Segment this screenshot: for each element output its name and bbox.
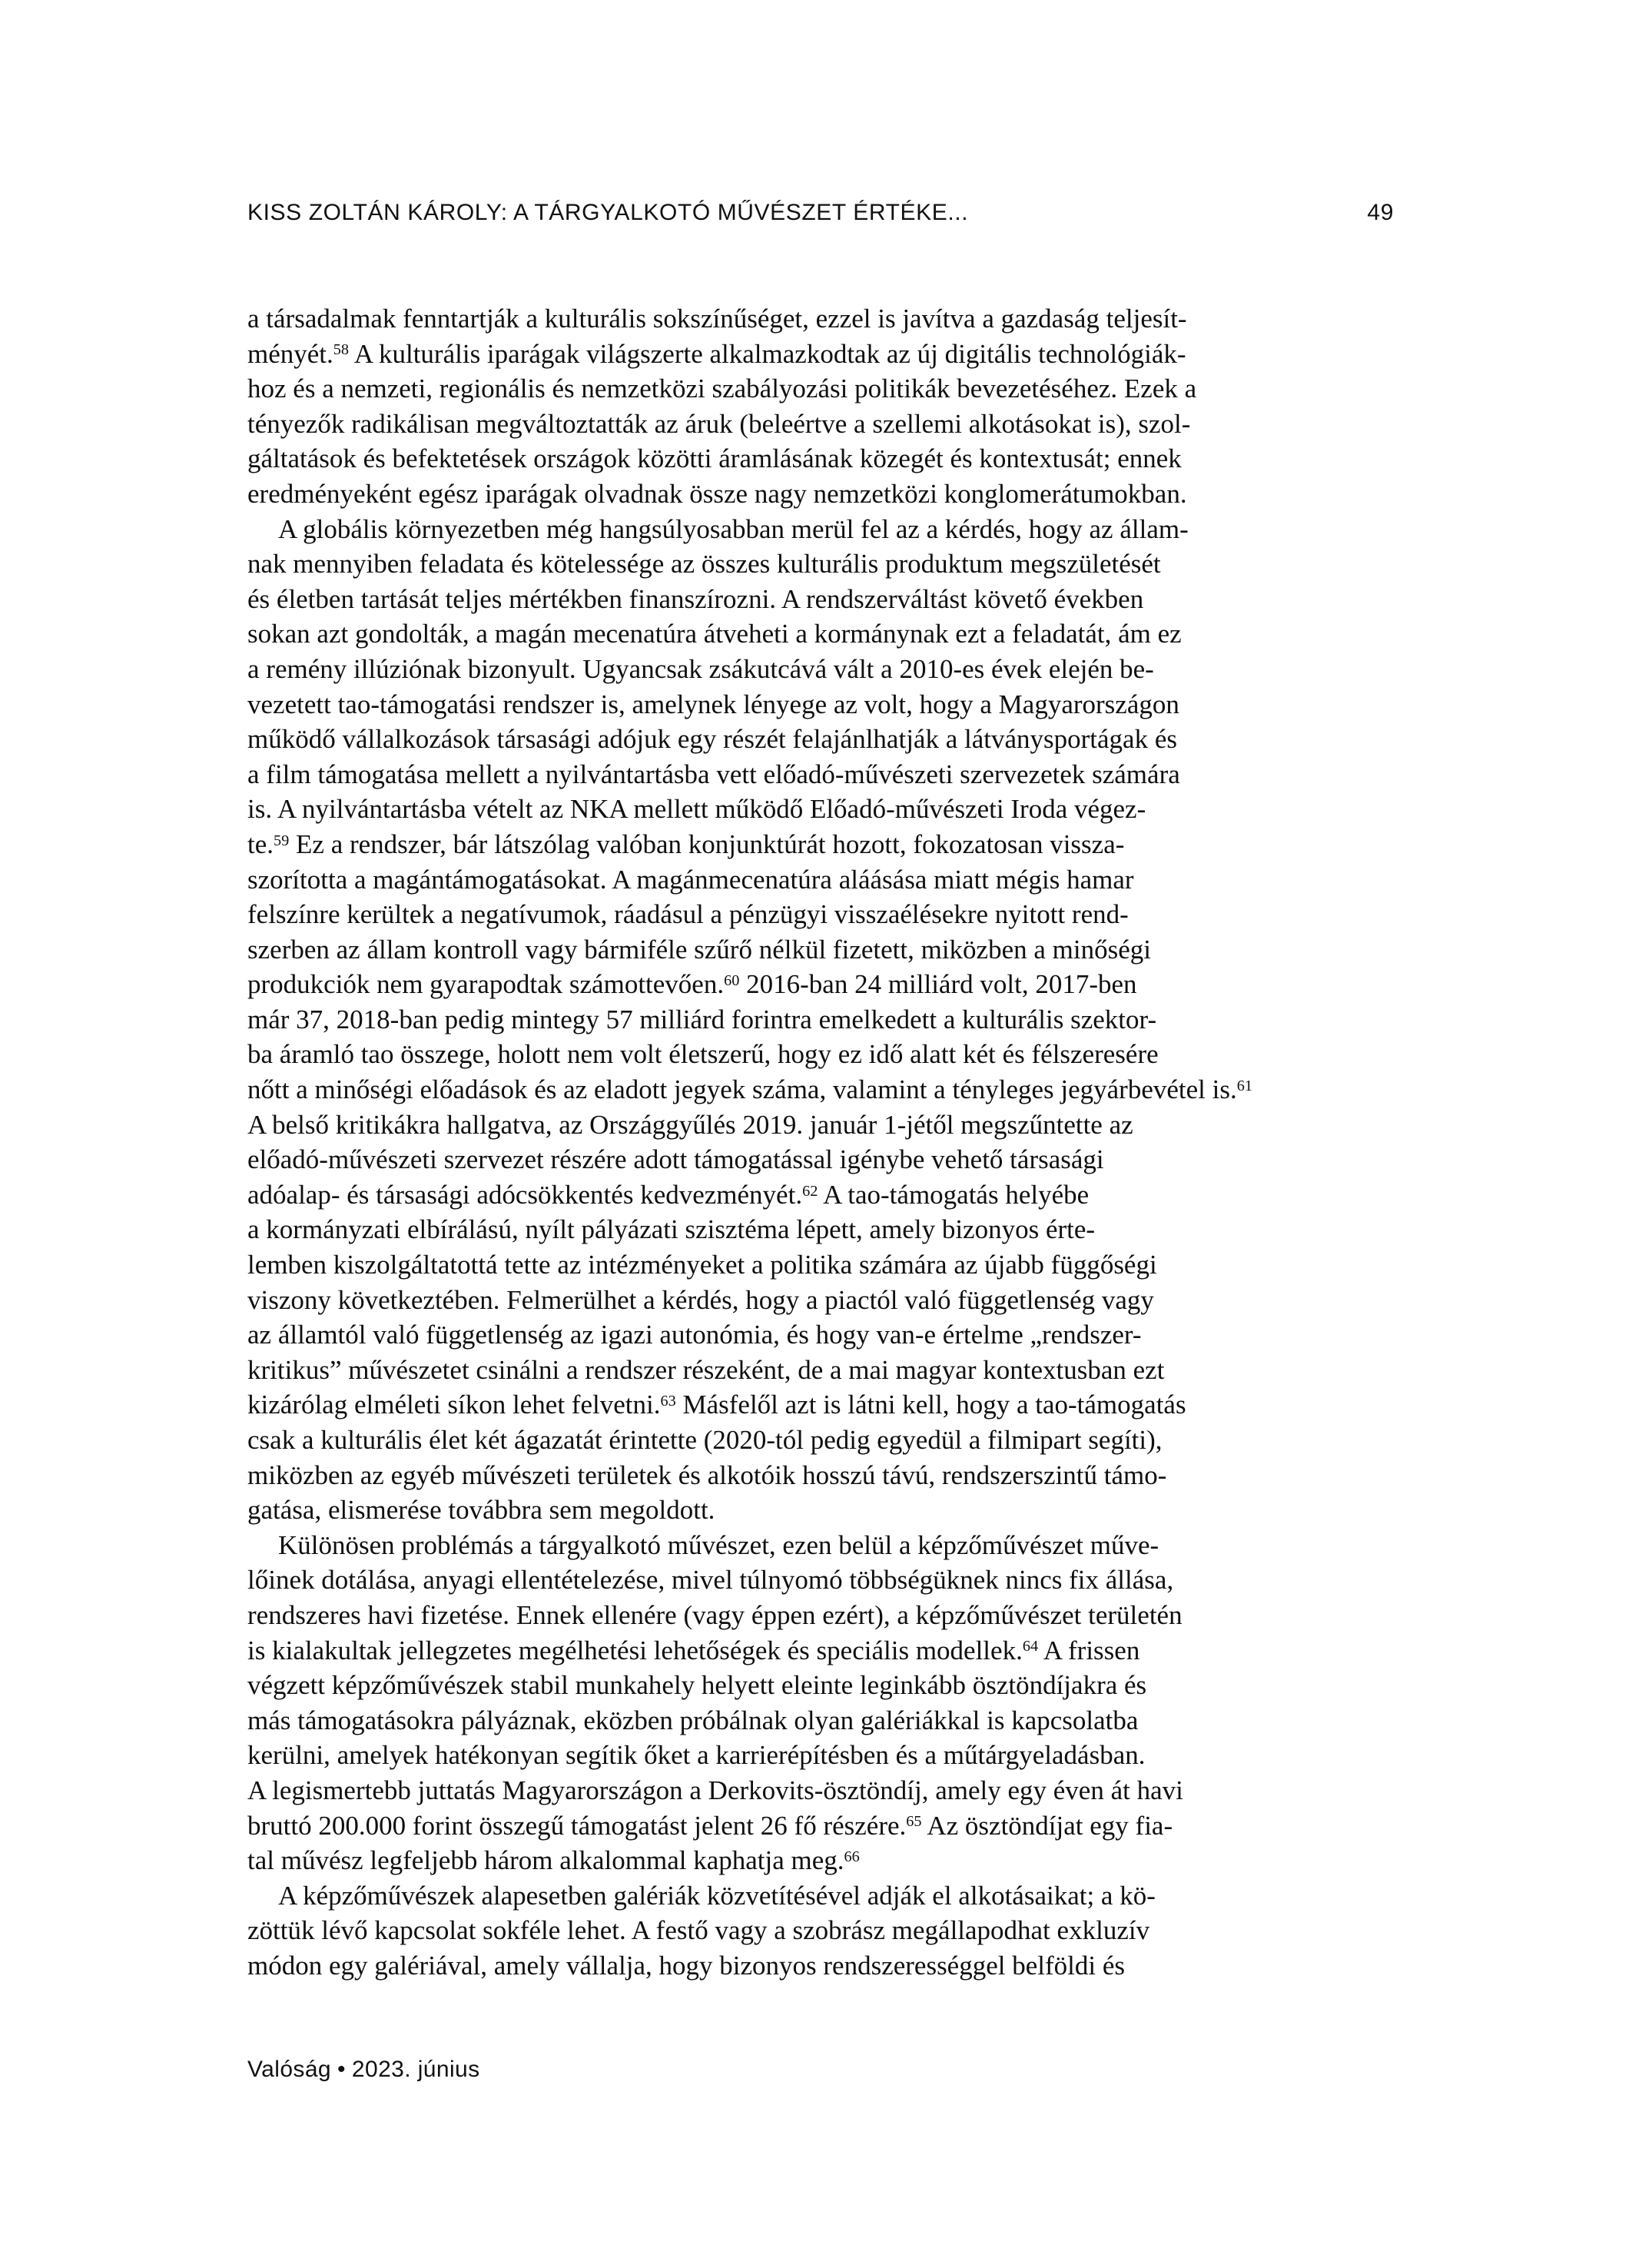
text-line: az államtól való függetlenség az igazi autonómia, és hogy van-e értelme „rendszer- xyxy=(247,1320,1142,1350)
footnote-ref: 59 xyxy=(274,832,290,849)
running-head xyxy=(247,200,1394,226)
text-line: a kormányzati elbírálású, nyílt pályázati szisztéma lépett, amely bizonyos érte- xyxy=(247,1214,1096,1245)
bullet-separator: • xyxy=(337,2057,346,2082)
text-line: ba áramló tao összege, holott nem volt életszerű, hogy ez idő alatt két és félszeresére xyxy=(247,1039,1159,1070)
text-line: szerben az állam kontroll vagy bármiféle szűrő nélkül fizetett, miközben a minőségi xyxy=(247,934,1151,965)
text-line: csak a kulturális élet két ágazatát érintette (2020-tól pedig egyedül a filmipart segíti), xyxy=(247,1425,1163,1455)
footnote-ref: 58 xyxy=(333,341,350,359)
article-body xyxy=(247,301,1394,1984)
text-line: a film támogatása mellett a nyilvántartásba vett előadó-művészeti szervezetek számára xyxy=(247,759,1180,789)
text-line: a társadalmak fenntartják a kulturális sokszínűséget, ezzel is javítva a gazdaság teljesít- xyxy=(247,304,1187,334)
footnote-ref: 65 xyxy=(906,1813,922,1831)
text-line: A legismertebb juttatás Magyarországon a Derkovits-ösztöndíj, amely egy éven át havi xyxy=(247,1775,1183,1805)
text-line: A globális környezetben még hangsúlyosabban merül fel az a kérdés, hogy az állam- xyxy=(278,513,1189,544)
text-line: is. A nyilvántartásba vételt az NKA mellett működő Előadó-művészeti Iroda végez- xyxy=(247,794,1146,825)
text-line: gatása, elismerése továbbra sem megoldott. xyxy=(247,1495,715,1526)
footnote-ref: 60 xyxy=(724,972,740,990)
text-line: sokan azt gondolták, a magán mecenatúra átveheti a kormánynak ezt a feladatát, ám ez xyxy=(247,619,1182,649)
text-line: is kialakultak jellegzetes megélhetési lehetőségek és speciális modellek.$^{64}$ A frissen xyxy=(247,1635,1140,1665)
text-line: zöttük lévő kapcsolat sokféle lehet. A festő vagy a szobrász megállapodhat exkluzív xyxy=(247,1915,1150,1946)
text-line: a remény illúziónak bizonyult. Ugyancsak zsákutcává vált a 2010-es évek elején be- xyxy=(247,653,1154,684)
text-line: tényezők radikálisan megváltoztatták az áruk (beleértve a szellemi alkotásokat is), szol- xyxy=(247,408,1191,439)
text-line: felszínre kerültek a negatívumok, ráadásul a pénzügyi visszaélésekre nyitott rend- xyxy=(247,899,1129,930)
text-line: működő vállalkozások társasági adójuk egy részét felajánlhatják a látványsportágak és xyxy=(247,724,1177,755)
text-line: A képzőművészek alapesetben galériák közvetítésével adják el alkotásaikat; a kö- xyxy=(278,1880,1156,1911)
text-line: viszony következtében. Felmerülhet a kérdés, hogy a piactól való függetlenség vagy xyxy=(247,1284,1154,1315)
text-line: eredményeként egész iparágak olvadnak össze nagy nemzetközi konglomerátumokban. xyxy=(247,478,1187,509)
text-line: és életben tartását teljes mértékben finanszírozni. A rendszerváltást követő években xyxy=(247,583,1144,614)
footnote-ref: 63 xyxy=(660,1393,676,1410)
text-line: adóalap- és társasági adócsökkentés kedvezményét.$^{62}$ A tao-támogatás helyébe xyxy=(247,1179,1090,1210)
text-line: nőtt a minőségi előadások és az eladott jegyek száma, valamint a tényleges jegyárbevétel is.$^{61}$ xyxy=(247,1074,1253,1105)
text-line: módon egy galériával, amely vállalja, hogy bizonyos rendszerességgel belföldi és xyxy=(247,1950,1125,1981)
text-line: lőinek dotálása, anyagi ellentételezése, mivel túlnyomó többségüknek nincs fix állása, xyxy=(247,1565,1174,1596)
text-line: hoz és a nemzeti, regionális és nemzetközi szabályozási politikák bevezetéséhez. Ezek a xyxy=(247,374,1197,404)
text-line: te.$^{59}$ Ez a rendszer, bár látszólag valóban konjunktúrát hozott, fokozatosan vissza- xyxy=(247,829,1125,859)
footnote-ref: 64 xyxy=(1022,1638,1039,1655)
text-line: lemben kiszolgáltatottá tette az intézményeket a politika számára az újabb függőségi xyxy=(247,1250,1157,1280)
text-line: más támogatásokra pályáznak, eközben próbálnak olyan galériákkal is kapcsolatba xyxy=(247,1705,1139,1735)
page-footer xyxy=(247,2057,480,2083)
text-line: szorította a magántámogatásokat. A magánmecenatúra aláásása miatt mégis hamar xyxy=(247,864,1134,895)
text-line: kizárólag elméleti síkon lehet felvetni.$^{63}$ Másfelől azt is látni kell, hogy a tao-támogatás xyxy=(247,1390,1186,1420)
text-line: már 37, 2018-ban pedig mintegy 57 milliárd forintra emelkedett a kulturális szektor- xyxy=(247,1004,1157,1034)
journal-name: Valóság xyxy=(247,2057,331,2082)
text-line: vezetett tao-támogatási rendszer is, amelynek lényege az volt, hogy a Magyarországon xyxy=(247,689,1179,719)
footnote-ref: 66 xyxy=(844,1848,860,1865)
text-line: rendszeres havi fizetése. Ennek ellenére (vagy éppen ezért), a képzőművészet területén xyxy=(247,1599,1183,1630)
running-head-title: KISS ZOLTÁN KÁROLY: A TÁRGYALKOTÓ MŰVÉSZET ÉRTÉKE... xyxy=(247,200,969,225)
text-line: miközben az egyéb művészeti területek és alkotóik hosszú távú, rendszerszintű támo- xyxy=(247,1459,1167,1490)
footnote-ref: 61 xyxy=(1236,1077,1253,1094)
text-line: Különösen problémás a tárgyalkotó művészet, ezen belül a képzőművészet műve- xyxy=(278,1529,1159,1560)
text-line: produkciók nem gyarapodtak számottevően.$^{60}$ 2016-ban 24 milliárd volt, 2017-ben xyxy=(247,969,1137,1000)
text-line: A belső kritikákra hallgatva, az Országgyűlés 2019. január 1-jétől megszűntette az xyxy=(247,1109,1133,1140)
text-line: ményét.$^{58}$ A kulturális iparágak világszerte alkalmazkodtak az új digitális technológiák- xyxy=(247,338,1186,369)
page-number: 49 xyxy=(1367,200,1394,225)
text-line: tal művész legfeljebb három alkalommal kaphatja meg.$^{66}$ xyxy=(247,1845,860,1876)
text-line: gáltatások és befektetések országok közötti áramlásának közegét és kontextusát; ennek xyxy=(247,443,1182,474)
text-line: kritikus” művészetet csinálni a rendszer részeként, de a mai magyar kontextusban ezt xyxy=(247,1354,1165,1385)
issue-date: 2023. június xyxy=(351,2057,480,2082)
text-line: nak mennyiben feladata és kötelessége az összes kulturális produktum megszületését xyxy=(247,549,1161,579)
footnote-ref: 62 xyxy=(802,1182,818,1200)
text-line: végzett képzőművészek stabil munkahely helyett eleinte leginkább ösztöndíjakra és xyxy=(247,1670,1147,1701)
text-line: kerülni, amelyek hatékonyan segítik őket a karrierépítésben és a műtárgyeladásban. xyxy=(247,1740,1146,1771)
text-line: előadó-művészeti szervezet részére adott támogatással igénybe vehető társasági xyxy=(247,1144,1104,1175)
text-line: bruttó 200.000 forint összegű támogatást jelent 26 fő részére.$^{65}$ Az ösztöndíjat egy fia- xyxy=(247,1810,1173,1841)
